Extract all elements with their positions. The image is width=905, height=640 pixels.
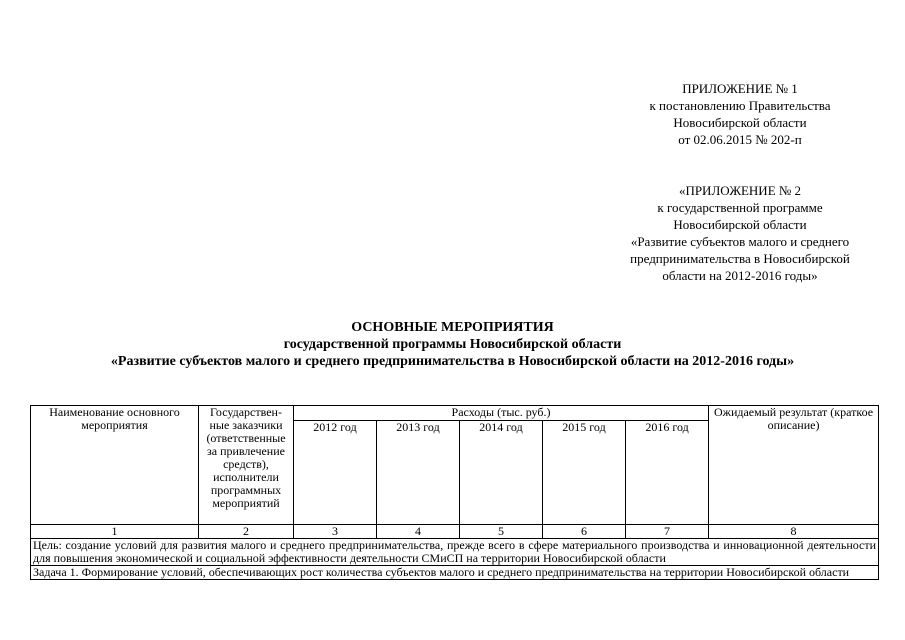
- document-subtitle: государственной программы Новосибирской области: [283, 337, 622, 352]
- annex-1-line: ПРИЛОЖЕНИЕ № 1: [682, 81, 798, 96]
- header-year: 2015 год: [543, 421, 626, 525]
- header-result: Ожидаемый результат (краткое описание): [709, 406, 879, 525]
- annex-2-line: области на 2012-2016 годы»: [662, 268, 818, 283]
- header-year: 2013 год: [377, 421, 460, 525]
- column-number: 8: [709, 525, 879, 539]
- header-year: 2016 год: [626, 421, 709, 525]
- header-year: 2014 год: [460, 421, 543, 525]
- header-year: 2012 год: [294, 421, 377, 525]
- column-number: 4: [377, 525, 460, 539]
- annex-1-line: к постановлению Правительства: [649, 98, 831, 113]
- header-customers: Государствен-ные заказчики (ответственные за привлечение средств), исполнители программных мероприятий: [199, 406, 294, 525]
- annex-1-line: от 02.06.2015 № 202-п: [678, 132, 802, 147]
- column-number: 1: [31, 525, 199, 539]
- goal-text: Цель: создание условий для развития малого и среднего предпринимательства, прежде всего в сфере материального производства и инновационной деятельности для повышения экономической и социальной эффективности деятельности СМиСП на территории Новосибирской области: [31, 539, 879, 566]
- column-number: 6: [543, 525, 626, 539]
- annex-2-line: предпринимательства в Новосибирской: [630, 251, 850, 266]
- document-title: ОСНОВНЫЕ МЕРОПРИЯТИЯ: [351, 320, 554, 335]
- column-number: 2: [199, 525, 294, 539]
- annex-2-line: «ПРИЛОЖЕНИЕ № 2: [678, 183, 802, 198]
- column-number: 5: [460, 525, 543, 539]
- header-expenses: Расходы (тыс. руб.): [294, 406, 709, 421]
- column-number: 7: [626, 525, 709, 539]
- annex-1-line: Новосибирской области: [673, 115, 807, 130]
- task-1-text: Задача 1. Формирование условий, обеспечивающих рост количества субъектов малого и среднего предпринимательства на территории Новосибирской области: [31, 566, 879, 580]
- annex-2-line: «Развитие субъектов малого и среднего: [630, 234, 850, 249]
- header-row: [31, 406, 879, 421]
- task-row: [31, 566, 879, 580]
- annex-2-line: Новосибирской области: [673, 217, 807, 232]
- goal-row: [31, 539, 879, 566]
- annex-2-line: к государственной программе: [657, 200, 823, 215]
- measures-table: [30, 405, 879, 580]
- header-name: Наименование основного мероприятия: [31, 406, 199, 525]
- program-name: «Развитие субъектов малого и среднего предпринимательства в Новосибирской области на 2012-2016 годы»: [110, 354, 795, 369]
- annex-1-header: [600, 80, 880, 148]
- column-number: 3: [294, 525, 377, 539]
- annex-2-header: [590, 182, 890, 284]
- column-number-row: [31, 525, 879, 539]
